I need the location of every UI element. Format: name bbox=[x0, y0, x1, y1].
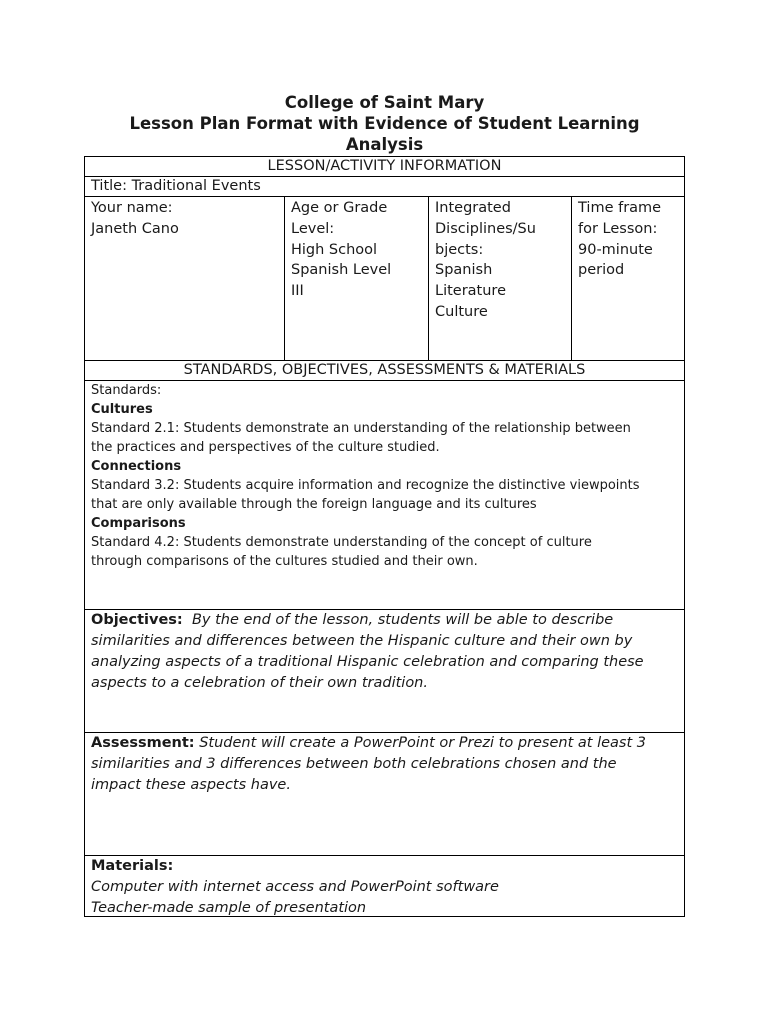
assessment-label: Assessment: bbox=[91, 735, 195, 751]
assessment-line-2: similarities and 3 differences between both celebrations chosen and the bbox=[91, 756, 617, 772]
disciplines-label-1: Integrated bbox=[435, 200, 511, 216]
grade-level-label-1: Age or Grade bbox=[291, 200, 388, 216]
grade-level-value-3: III bbox=[291, 283, 304, 300]
college-name: College of Saint Mary bbox=[284, 93, 485, 112]
lesson-title: Title: Traditional Events bbox=[91, 178, 261, 194]
standard-3-2-line-1: Standard 3.2: Students acquire information and recognize the distinctive viewpoints bbox=[91, 478, 640, 493]
objectives-line-1: By the end of the lesson, students will be able to describe bbox=[191, 612, 614, 628]
objectives-section bbox=[84, 609, 685, 733]
document-title-continued: Analysis bbox=[345, 135, 424, 154]
objectives-label: Objectives: bbox=[91, 612, 183, 628]
time-frame-value-2: period bbox=[578, 262, 625, 279]
materials-line-2: Teacher-made sample of presentation bbox=[91, 900, 367, 916]
disciplines-label-3: bjects: bbox=[435, 241, 484, 258]
objectives-line-3: analyzing aspects of a traditional Hispanic celebration and comparing these bbox=[91, 654, 644, 670]
standards-section bbox=[84, 380, 685, 610]
standards-heading bbox=[84, 360, 685, 381]
materials-section bbox=[84, 855, 685, 917]
assessment-section bbox=[84, 732, 685, 856]
title-row bbox=[84, 176, 685, 197]
connections-heading: Connections bbox=[91, 459, 182, 474]
disciplines-cell bbox=[428, 196, 572, 361]
standard-4-2-line-2: through comparisons of the cultures studied and their own. bbox=[91, 554, 478, 569]
grade-level-label-2: Level: bbox=[291, 220, 335, 237]
disciplines-label-2: Disciplines/Su bbox=[435, 220, 536, 237]
standard-3-2-line-2: that are only available through the foreign language and its cultures bbox=[91, 497, 537, 512]
disciplines-value-1: Spanish bbox=[435, 262, 493, 279]
cultures-heading: Cultures bbox=[91, 402, 153, 417]
your-name-label: Your name: bbox=[91, 200, 173, 216]
standard-4-2-line-1: Standard 4.2: Students demonstrate understanding of the concept of culture bbox=[91, 535, 592, 550]
grade-level-value-2: Spanish Level bbox=[291, 262, 392, 279]
objectives-line-4: aspects to a celebration of their own tradition. bbox=[91, 675, 428, 691]
time-frame-value-1: 90-minute bbox=[578, 241, 653, 258]
time-frame-cell bbox=[571, 196, 685, 361]
document-header bbox=[84, 92, 685, 155]
assessment-line-1: Student will create a PowerPoint or Prezi to present at least 3 bbox=[199, 735, 646, 751]
standard-2-1-line-2: the practices and perspectives of the culture studied. bbox=[91, 440, 440, 455]
materials-line-1: Computer with internet access and PowerPoint software bbox=[91, 879, 499, 895]
lesson-info-heading bbox=[84, 156, 685, 177]
lesson-info-heading-text: LESSON/ACTIVITY INFORMATION bbox=[267, 158, 502, 174]
grade-level-value-1: High School bbox=[291, 241, 378, 258]
your-name-cell bbox=[84, 196, 285, 361]
grade-level-cell bbox=[284, 196, 429, 361]
your-name-value: Janeth Cano bbox=[91, 220, 179, 237]
objectives-line-2: similarities and differences between the Hispanic culture and their own by bbox=[91, 633, 633, 649]
disciplines-value-3: Culture bbox=[435, 303, 488, 320]
comparisons-heading: Comparisons bbox=[91, 516, 186, 531]
standard-2-1-line-1: Standard 2.1: Students demonstrate an understanding of the relationship between bbox=[91, 421, 631, 436]
materials-label: Materials: bbox=[91, 858, 174, 874]
standards-heading-text: STANDARDS, OBJECTIVES, ASSESSMENTS & MATERIALS bbox=[183, 362, 586, 378]
document-title: Lesson Plan Format with Evidence of Student Learning bbox=[129, 114, 640, 133]
standards-label: Standards: bbox=[91, 383, 162, 398]
time-frame-label-2: for Lesson: bbox=[578, 220, 658, 237]
assessment-line-3: impact these aspects have. bbox=[91, 777, 291, 793]
time-frame-label-1: Time frame bbox=[578, 200, 662, 216]
disciplines-value-2: Literature bbox=[435, 283, 506, 300]
